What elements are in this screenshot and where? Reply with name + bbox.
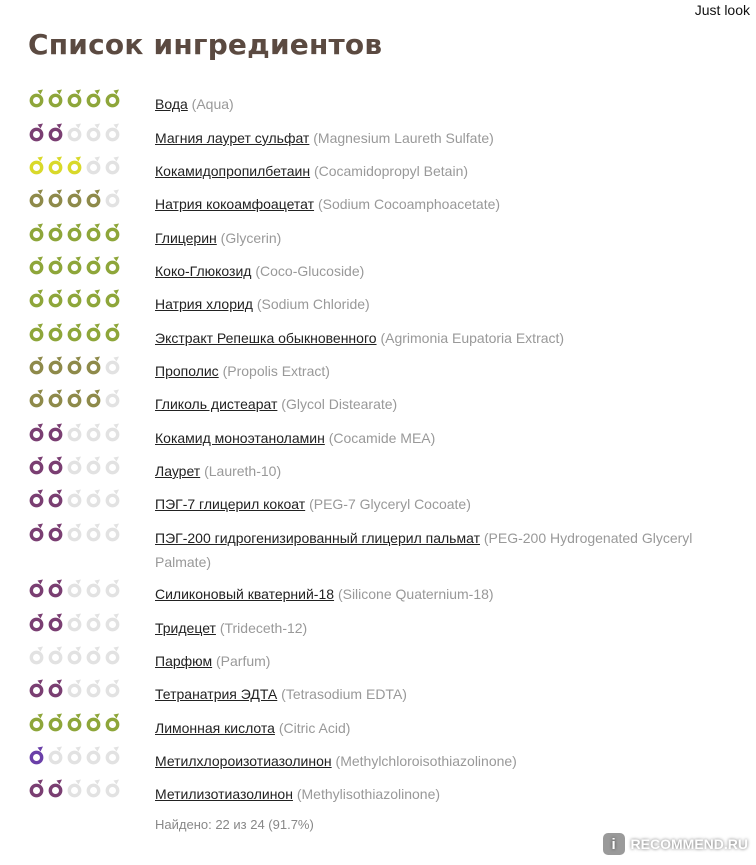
ingredient-link[interactable]: Кокамидопропилбетаин (155, 163, 311, 179)
ingredient-name (155, 459, 745, 483)
ingredient-name (155, 359, 745, 383)
ingredient-name (155, 292, 745, 316)
ingredient-link[interactable]: Гликоль дистеарат (155, 396, 278, 412)
ingredient-name (155, 92, 745, 116)
ingredient-inci: (Sodium Chloride) (256, 296, 370, 312)
ingredient-inci: (PEG-200 Hydrogenated Glyceryl Palmate) (155, 530, 693, 570)
ingredient-inci: (PEG-7 Glyceryl Cocoate) (309, 496, 471, 512)
ingredient-name (155, 616, 745, 640)
ingredient-link[interactable]: Магния лаурет сульфат (155, 130, 310, 146)
ingredient-link[interactable]: Парфюм (155, 653, 213, 669)
ingredient-name (155, 126, 745, 150)
rating-drops-icon (28, 88, 123, 114)
ingredient-name (155, 749, 745, 773)
ingredient-name (155, 392, 745, 416)
ingredient-inci: (Methylchloroisothiazolinone) (335, 753, 517, 769)
ingredient-inci: (Agrimonia Eupatoria Extract) (380, 330, 565, 346)
ingredient-inci: (Silicone Quaternium-18) (337, 586, 494, 602)
ingredient-link[interactable]: Лаурет (155, 463, 201, 479)
ingredient-link[interactable]: Метилхлороизотиазолинон (155, 753, 332, 769)
ingredient-inci: (Glycerin) (220, 230, 282, 246)
ingredient-inci: (Methylisothiazolinone) (296, 786, 441, 802)
ingredient-inci: (Cocamidopropyl Betain) (313, 163, 469, 179)
ingredient-link[interactable]: ПЭГ-7 глицерил кокоат (155, 496, 306, 512)
rating-drops-icon (28, 222, 123, 248)
rating-drops-icon (28, 322, 123, 348)
rating-drops-icon (28, 645, 123, 671)
ingredient-name (155, 259, 745, 283)
ingredient-inci: (Sodium Cocoamphoacetate) (317, 196, 501, 212)
ingredient-inci: (Aqua) (191, 96, 234, 112)
rating-drops-icon (28, 388, 123, 414)
rating-drops-icon (28, 455, 123, 481)
ingredient-link[interactable]: Глицерин (155, 230, 217, 246)
ingredient-link[interactable]: Вода (155, 96, 188, 112)
ingredient-link[interactable]: Тридецет (155, 620, 216, 636)
ingredient-name (155, 192, 745, 216)
ingredient-link[interactable]: Прополис (155, 363, 219, 379)
rating-drops-icon (28, 255, 123, 281)
ingredient-name (155, 716, 745, 740)
watermark-badge-icon: i (603, 833, 625, 855)
ingredient-link[interactable]: Натрия кокоамфоацетат (155, 196, 315, 212)
rating-drops-icon (28, 678, 123, 704)
rating-drops-icon (28, 712, 123, 738)
ingredient-name (155, 492, 745, 516)
ingredient-name (155, 582, 745, 606)
ingredient-name (155, 526, 745, 574)
ingredient-link[interactable]: Силиконовый кватерний-18 (155, 586, 335, 602)
ingredient-link[interactable]: ПЭГ-200 гидрогенизированный глицерил пальмат (155, 530, 480, 546)
page-title: Список ингредиентов (28, 28, 383, 61)
ingredient-inci: (Parfum) (216, 653, 271, 669)
ingredient-inci: (Laureth-10) (204, 463, 282, 479)
ingredient-link[interactable]: Коко-Глюкозид (155, 263, 252, 279)
rating-drops-icon (28, 422, 123, 448)
ingredient-link[interactable]: Натрия хлорид (155, 296, 253, 312)
ingredient-name (155, 159, 745, 183)
ingredient-link[interactable]: Лимонная кислота (155, 720, 275, 736)
ingredient-name (155, 682, 745, 706)
ingredient-name (155, 649, 745, 673)
watermark-text: RECOMMEND.RU (630, 836, 748, 852)
rating-drops-icon (28, 155, 123, 181)
watermark (603, 833, 748, 855)
rating-drops-icon (28, 188, 123, 214)
ingredient-inci: (Glycol Distearate) (281, 396, 398, 412)
ingredient-inci: (Cocamide MEA) (328, 430, 436, 446)
rating-drops-icon (28, 355, 123, 381)
rating-drops-icon (28, 612, 123, 638)
rating-drops-icon (28, 122, 123, 148)
ingredient-name (155, 326, 745, 350)
ingredient-name (155, 782, 745, 806)
ingredient-link[interactable]: Экстракт Репешка обыкновенного (155, 330, 377, 346)
ingredient-inci: (Coco-Glucoside) (255, 263, 365, 279)
ingredient-inci: (Magnesium Laureth Sulfate) (313, 130, 494, 146)
ingredient-inci: (Tetrasodium EDTA) (281, 686, 407, 702)
ingredient-name (155, 226, 745, 250)
ingredient-inci: (Propolis Extract) (222, 363, 330, 379)
ingredient-link[interactable]: Тетранатрия ЭДТА (155, 686, 278, 702)
header-right-text: Just look (694, 2, 750, 18)
rating-drops-icon (28, 288, 123, 314)
ingredient-inci: (Trideceth-12) (219, 620, 308, 636)
ingredient-link[interactable]: Метилизотиазолинон (155, 786, 293, 802)
rating-drops-icon (28, 778, 123, 804)
rating-drops-icon (28, 745, 123, 771)
rating-drops-icon (28, 488, 123, 514)
found-summary: Найдено: 22 из 24 (91.7%) (155, 817, 314, 832)
ingredient-inci: (Citric Acid) (278, 720, 351, 736)
rating-drops-icon (28, 578, 123, 604)
ingredient-name (155, 426, 745, 450)
rating-drops-icon (28, 522, 123, 548)
ingredient-link[interactable]: Кокамид моноэтаноламин (155, 430, 325, 446)
